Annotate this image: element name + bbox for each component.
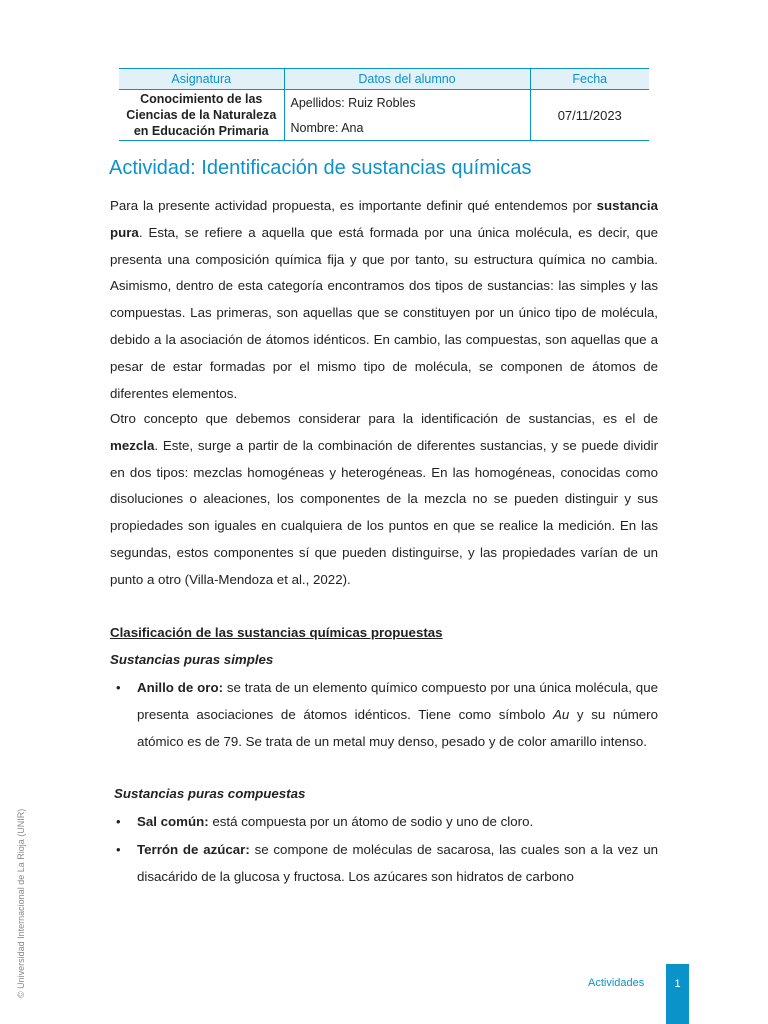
item-text: está compuesta por un átomo de sodio y uno de cloro. xyxy=(208,814,534,829)
item-text: se trata de un elemento químico compuesto por una única molécula, que presenta asociaciones de átomos idénticos. Tiene como símbolo xyxy=(137,680,658,722)
subject-line: Conocimiento de las xyxy=(140,92,263,106)
name-cell: Nombre: Ana xyxy=(284,115,530,141)
paragraph-mixture xyxy=(110,406,658,594)
paragraph-text: Otro concepto que debemos considerar para la identificación de sustancias, es el de xyxy=(110,411,658,426)
list-item-gold-ring xyxy=(137,675,658,755)
header-student: Datos del alumno xyxy=(284,69,530,90)
item-text: y su número atómico es de 79. Se trata de un metal muy denso, pesado y de color amarillo intenso. xyxy=(137,706,658,749)
subheading-compound: Sustancias puras compuestas xyxy=(114,786,306,801)
item-label: Sal común: xyxy=(137,814,209,829)
item-text: se compone de moléculas de sacarosa, las cuales son a la vez un disacárido de la glucosa y fructosa. Los azúcares son hidratos de carbono xyxy=(137,842,658,884)
list-item-sugar xyxy=(137,837,658,891)
subject-line: en Educación Primaria xyxy=(133,124,269,138)
section-title: Clasificación de las sustancias químicas propuestas xyxy=(110,625,443,640)
subject-cell xyxy=(119,90,284,141)
term-pure-substance: sustancia pura xyxy=(110,198,658,240)
date-cell: 07/11/2023 xyxy=(530,90,649,141)
paragraph-text: . Esta, se refiere a aquella que está formada por una única molécula, es decir, que presenta una composición química fija y que por tanto, su estructura química no cambia. Asimismo, dentro de esta categoría encontramos dos tipos de sustancias: las simples y las compuestas. Las primeras, son aquellas que se constituyen por un único tipo de molécula, debido a la asociación de átomos idénticos. En cambio, las compuestas, son aquellas que a pesar de estar formadas por el mismo tipo de molécula, se componen de átomos de diferentes elementos. xyxy=(110,224,658,401)
chemical-symbol: Au xyxy=(553,706,570,722)
footer-section-label: Actividades xyxy=(588,977,645,989)
item-label: Terrón de azúcar: xyxy=(137,842,250,857)
subheading-simple: Sustancias puras simples xyxy=(110,652,274,667)
header-table xyxy=(119,68,649,141)
header-row xyxy=(119,69,649,90)
copyright-note: © Universidad Internacional de La Rioja (UNIR) xyxy=(16,808,26,998)
header-subject: Asignatura xyxy=(119,69,284,90)
list-item-salt xyxy=(137,809,658,836)
header-date: Fecha xyxy=(530,69,649,90)
paragraph-pure-substance xyxy=(110,193,658,407)
table-row xyxy=(119,90,649,116)
paragraph-text: . Este, surge a partir de la combinación de diferentes sustancias, y se puede dividir en dos tipos: mezclas homogéneas y heterogéneas. En las homogéneas, conocidas como disoluciones o aleaciones, los componentes de la mezcla no se pueden distinguir y sus propiedades son iguales en cualquiera de los puntos en que se realice la medición. En las segundas, estos componentes sí que pueden distinguirse, y las propiedades varían de un punto a otro (Villa-Mendoza et al., 2022). xyxy=(110,437,658,587)
page-number: 1 xyxy=(674,978,681,990)
paragraph-text: Para la presente actividad propuesta, es importante definir qué entendemos por xyxy=(110,198,597,213)
subject-line: Ciencias de la Naturaleza xyxy=(126,108,277,122)
bullet-icon: • xyxy=(116,842,121,857)
item-label: Anillo de oro: xyxy=(137,680,223,695)
bullet-icon: • xyxy=(116,680,121,695)
surnames-cell: Apellidos: Ruiz Robles xyxy=(284,90,530,116)
term-mixture: mezcla xyxy=(110,437,155,453)
bullet-icon: • xyxy=(116,814,121,829)
page-title: Actividad: Identificación de sustancias químicas xyxy=(109,157,532,179)
page-number-box xyxy=(666,964,689,1024)
